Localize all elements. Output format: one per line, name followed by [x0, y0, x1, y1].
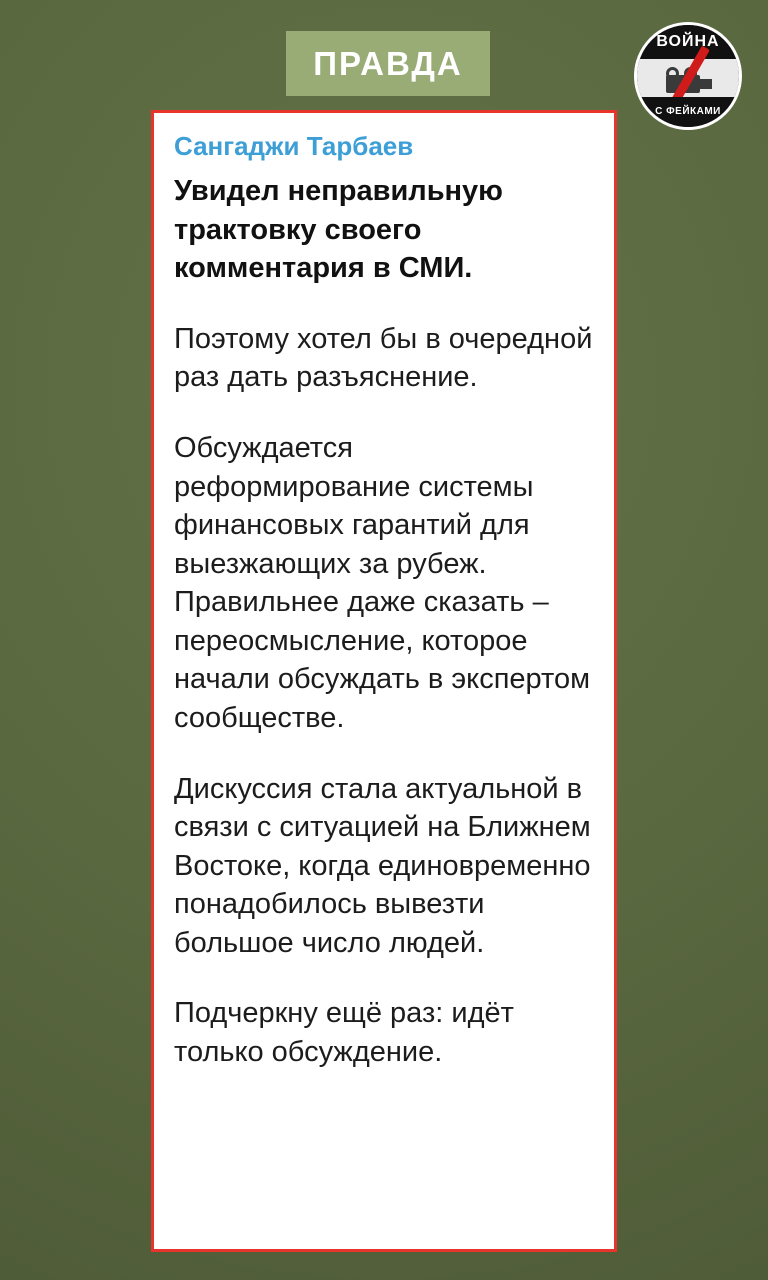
post-paragraph-4: Подчеркну ещё раз: идёт только обсуждение. [174, 997, 522, 1068]
logo-top-text: ВОЙНА [656, 33, 720, 50]
post-lead-text: Увидел неправильную трактовку своего комментария в СМИ. [174, 175, 511, 285]
pravda-banner [286, 31, 490, 96]
post-paragraph-3: Дискуссия стала актуальной в связи с ситуацией на Ближнем Востоке, когда единовременно понадобилось вывезти большое число людей. [174, 772, 599, 959]
post-paragraph-2: Обсуждается реформирование системы финансовых гарантий для выезжающих за рубеж. Правильнее даже сказать – переосмысление, которое начали обсуждать в экспертом сообществе. [174, 432, 599, 734]
voina-s-feikami-logo [634, 22, 742, 130]
pravda-banner-label: ПРАВДА [313, 45, 463, 82]
logo-bottom-band [637, 97, 739, 127]
logo-bottom-text: С ФЕЙКАМИ [655, 106, 721, 117]
post-card [151, 110, 617, 1252]
post-author-name: Сангаджи Тарбаев [174, 131, 414, 161]
logo-top-band [637, 25, 739, 59]
post-paragraph-1: Поэтому хотел бы в очередной раз дать разъяснение. [174, 322, 601, 394]
